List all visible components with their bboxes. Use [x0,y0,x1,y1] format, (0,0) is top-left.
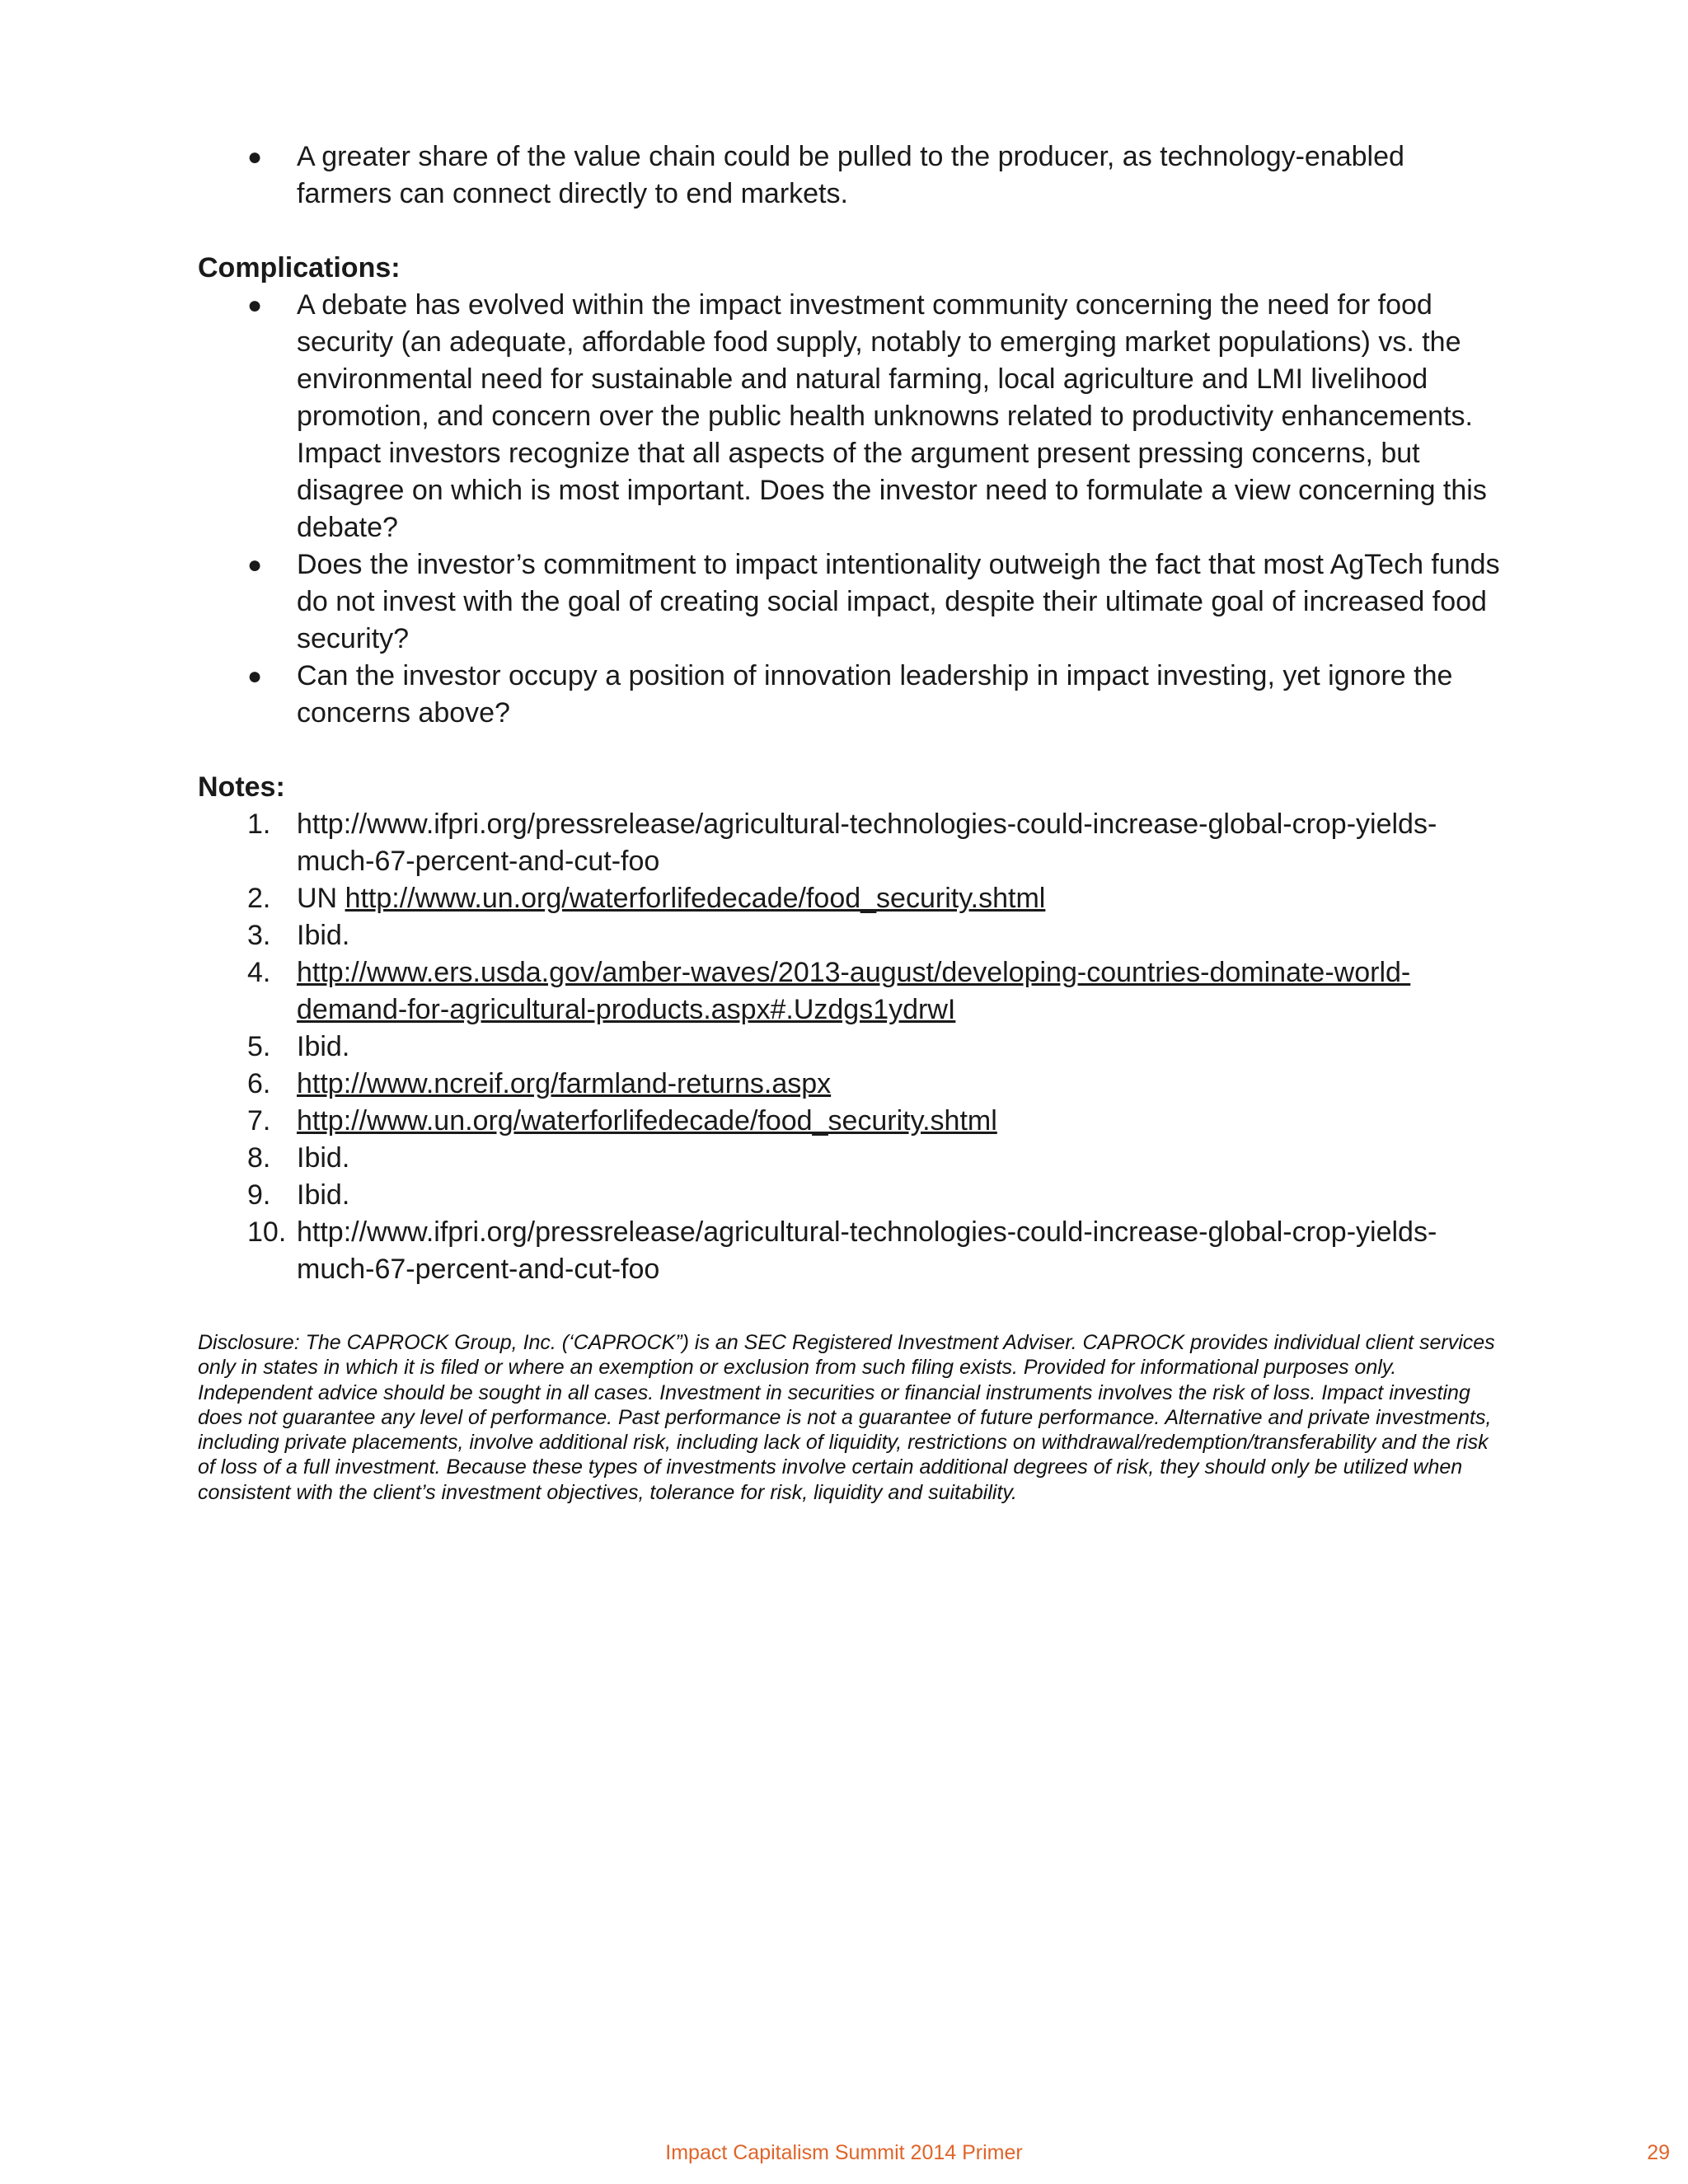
note-number: 10. [247,1216,287,1248]
notes-list [198,806,1500,1288]
note-number: 2. [247,883,271,914]
bullet-icon: ● [247,663,263,690]
intro-bullet-list [198,138,1500,213]
page-number: 29 [1647,2141,1670,2164]
note-text: http://www.ifpri.org/pressrelease/agricultural-technologies-could-increase-global-crop-yields-much-67-percent-and-cut-foo [297,1216,1437,1285]
note-text: http://www.ifpri.org/pressrelease/agricultural-technologies-could-increase-global-crop-yields-much-67-percent-and-cut-foo [297,808,1437,877]
complications-bullet-list [198,287,1500,732]
note-link[interactable]: http://www.ncreif.org/farmland-returns.aspx [297,1068,832,1099]
bullet-text: A greater share of the value chain could be pulled to the producer, as technology-enabled farmers can connect directly to end markets. [297,141,1404,209]
bullet-icon: ● [247,143,263,171]
note-item [198,1214,1500,1288]
bullet-item [198,138,1500,213]
note-item [198,1029,1500,1066]
notes-heading: Notes: [198,771,285,803]
bullet-icon: ● [247,292,263,319]
note-number: 7. [247,1105,271,1137]
note-number: 8. [247,1142,271,1174]
note-number: 9. [247,1179,271,1211]
note-text: Ibid. [297,920,350,951]
note-item [198,880,1500,917]
note-item [198,1103,1500,1140]
note-item [198,1140,1500,1177]
note-number: 1. [247,808,271,840]
note-item [198,1177,1500,1214]
complications-heading: Complications: [198,252,401,284]
note-item [198,917,1500,954]
bullet-item [198,546,1500,658]
note-item [198,1066,1500,1103]
note-number: 5. [247,1031,271,1062]
bullet-icon: ● [247,551,263,579]
note-number: 6. [247,1068,271,1099]
note-text: Ibid. [297,1142,350,1174]
note-number: 3. [247,920,271,951]
note-link[interactable]: http://www.un.org/waterforlifedecade/food_security.shtml [297,1105,997,1137]
bullet-item [198,287,1500,546]
bullet-text: Can the investor occupy a position of innovation leadership in impact investing, yet ignore the concerns above? [297,660,1453,729]
bullet-item [198,658,1500,732]
note-text: Ibid. [297,1179,350,1211]
note-item [198,954,1500,1029]
bullet-text: A debate has evolved within the impact investment community concerning the need for food security (an adequate, affordable food supply, notably to emerging market populations) vs. the environmental need for sustainable and natural farming, local agriculture and LMI livelihood promotion, and concern over the public health unknowns related to productivity enhancements. Impact investors recognize that all aspects of the argument present pressing concerns, but disagree on which is most important. Does the investor need to formulate a view concerning this debate? [297,289,1487,543]
main-content [198,138,1500,1288]
bullet-text: Does the investor’s commitment to impact intentionality outweigh the fact that most AgTech funds do not invest with the goal of creating social impact, despite their ultimate goal of increased food security? [297,549,1500,654]
note-link[interactable]: http://www.ers.usda.gov/amber-waves/2013-august/developing-countries-dominate-world-demand-for-agricultural-products.aspx#.Uzdgs1ydrwI [297,957,1411,1025]
note-number: 4. [247,957,271,988]
note-item [198,806,1500,880]
note-prefix: UN [297,883,345,914]
footer-title: Impact Capitalism Summit 2014 Primer [665,2141,1023,2164]
disclosure-text: Disclosure: The CAPROCK Group, Inc. (‘CAPROCK”) is an SEC Registered Investment Adviser. CAPROCK provides individual client services only in states in which it is filed or where an exemption or exclusion from such filing exists. Provided for informational purposes only. Independent advice should be sought in all cases. Investment in securities or financial instruments involves the risk of loss. Impact investing does not guarantee any level of performance. Past performance is not a guarantee of future performance. Alternative and private investments, including private placements, involve additional risk, including lack of liquidity, restrictions on withdrawal/redemption/transferability and the risk of loss of a full investment. Because these types of investments involve certain additional degrees of risk, they should only be utilized when consistent with the client’s investment objectives, tolerance for risk, liquidity and suitability. [198,1331,1495,1504]
note-text: Ibid. [297,1031,350,1062]
note-link[interactable]: http://www.un.org/waterforlifedecade/food_security.shtml [345,883,1046,914]
